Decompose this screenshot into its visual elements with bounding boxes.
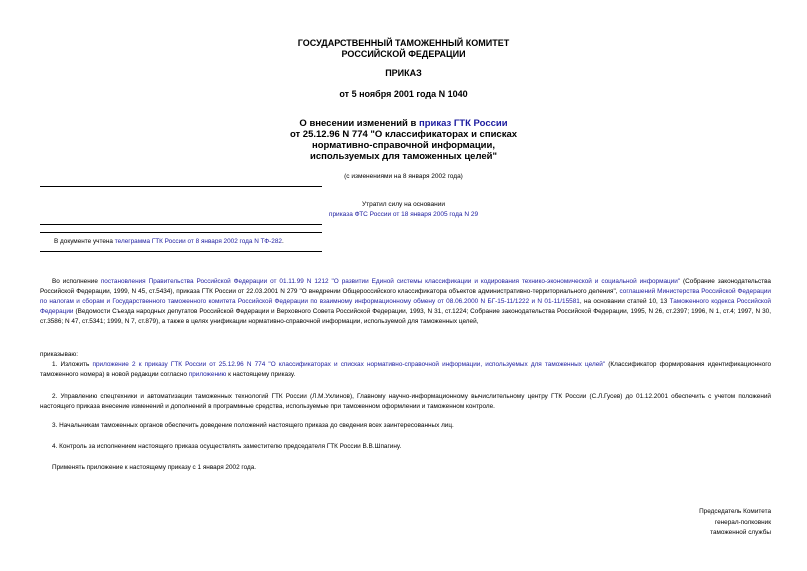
amendments-note: (с изменениями на 8 января 2002 года)	[344, 173, 463, 180]
lost-force-basis	[0, 210, 807, 219]
preamble-text-3: , на основании статей 10, 13	[579, 298, 670, 305]
title-line-3[interactable]: нормативно-справочной информации,	[312, 140, 495, 151]
doc-title	[0, 118, 807, 162]
lost-force-note: Утратил силу на основании	[361, 201, 446, 208]
preamble-link-3[interactable]: Таможенного кодекса Российской Федерации	[40, 298, 772, 315]
preamble-paragraph	[40, 277, 771, 327]
divider	[40, 186, 322, 187]
signature-line-1: Председатель Комитета	[699, 508, 771, 515]
divider	[40, 224, 322, 225]
signature-line-3: таможенной службы	[710, 529, 771, 536]
signature-line-2: генерал-полковник	[714, 518, 771, 526]
preamble-text-4: (Ведомости Съезда народных депутатов Российской Федерации и Верховного Совета Российской Федерации, 1993, N 31, ст.1224; Собрание законодательства Российской Федерации, 1995, N 26, ст.2397; 1996, N 1, ст.4; 1997, N 30, ст.3586; N 47, ст.5341; 1999, N 7, ст.879), а также в целях унификации нормативно-справочной информации, используемой для таможенных целей,	[40, 308, 771, 325]
title-line-4[interactable]: используемых для таможенных целей"	[310, 151, 497, 162]
order-item-3: 3. Начальникам таможенных органов обеспечить доведение положений настоящего приказа до сведения всех заинтересованных лиц.	[52, 422, 454, 429]
order-item-1	[40, 360, 771, 380]
effective-date-clause: Применять приложение к настоящему приказу с 1 января 2002 года.	[52, 464, 257, 471]
telegram-link[interactable]: телеграмма ГТК России от 8 января 2002 года N ТФ-282	[114, 238, 282, 245]
title-link-part-1[interactable]: приказ ГТК России	[419, 118, 508, 129]
preamble-text-2: (Собрание законодательства Российской Федерации, 1999, N 45, ст.5434), приказа ГТК России от 22.03.2001 N 279 "О внедрении Общероссийского классификатора объектов административно-территориального деления",	[40, 278, 771, 295]
telegram-suffix: .	[281, 238, 284, 245]
title-line-2[interactable]: от 25.12.96 N 774 "О классификаторах и списках	[289, 129, 518, 140]
lost-force-basis-link[interactable]: приказа ФТС России от 18 января 2005 года N 29	[328, 211, 479, 218]
order-word: приказываю:	[40, 351, 78, 358]
item-1-link-1[interactable]: приложение 2 к приказу ГТК России от 25.12.96 N 774 "О классификаторах и списках нормативно-справочной информации, используемых для таможенных целей"	[92, 361, 606, 368]
telegram-prefix: В документе учтена	[54, 238, 115, 245]
item-1-link-2[interactable]: приложению	[188, 371, 227, 378]
issuer-line-1: ГОСУДАРСТВЕННЫЙ ТАМОЖЕННЫЙ КОМИТЕТ	[297, 38, 510, 48]
signature-block	[699, 507, 771, 539]
preamble-text-1: Во исполнение	[52, 278, 101, 285]
item-1-text-2: (Классификатор формирования идентификационного таможенного номера) в новой редакции согласно	[40, 361, 772, 378]
order-item-4: 4. Контроль за исполнением настоящего приказа осуществлять заместителю председателя ГТК России В.В.Шпагину.	[52, 443, 402, 450]
issuer-name	[0, 38, 807, 60]
doc-type: ПРИКАЗ	[385, 68, 422, 78]
title-prefix: О внесении изменений в	[299, 118, 420, 129]
item-1-text-1: 1. Изложить	[52, 361, 93, 368]
preamble-link-1[interactable]: постановления Правительства Российской Федерации от 01.11.99 N 1212 "О развитии Единой системы классификации и кодирования технико-экономической и социальной информации"	[100, 278, 681, 285]
divider	[40, 251, 322, 252]
doc-date-number: от 5 ноября 2001 года N 1040	[339, 89, 468, 99]
issuer-line-2: РОССИЙСКОЙ ФЕДЕРАЦИИ	[341, 49, 466, 59]
divider	[40, 232, 322, 233]
preamble-link-2[interactable]: соглашений Министерства Российской Федерации по налогам и сборам и Государственного таможенного комитета Российской Федерации по взаимному информационному обмену от 08.06.2000 N БГ-15-11/1222 и N 01-11/15581	[40, 288, 771, 305]
title-line-1	[0, 118, 807, 129]
item-1-text-3: к настоящему приказу.	[226, 371, 296, 378]
telegram-note	[54, 237, 754, 247]
order-item-2: 2. Управлению спецтехники и автоматизации таможенных технологий ГТК России (Л.М.Ухлинов), Главному научно-информационному вычислительному центру ГТК России (С.Л.Гусев) до 01.12.2001 обеспечить с учетом положений настоящего приказа внесение изменений и дополнений в программные средства, используемые при таможенном оформлении и таможенном контроле.	[40, 393, 771, 410]
